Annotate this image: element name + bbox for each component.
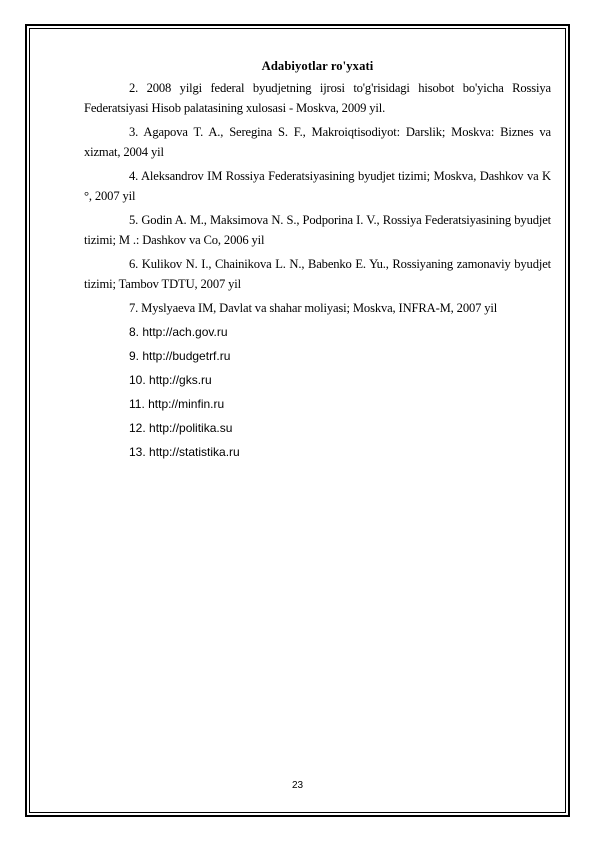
reference-link: 10. http://gks.ru: [129, 373, 212, 387]
reference-item: 7. Myslyaeva IM, Davlat va shahar moliyasi; Moskva, INFRA-M, 2007 yil: [129, 301, 498, 315]
reference-link: 11. http://minfin.ru: [129, 397, 225, 411]
reference-link: 13. http://statistika.ru: [129, 445, 240, 459]
reference-item: 4. Aleksandrov IM Rossiya Federatsiyasining byudjet tizimi; Moskva, Dashkov va K °, 2007 yil: [84, 169, 551, 203]
reference-item: 2. 2008 yilgi federal byudjetning ijrosi to'g'risidagi hisobot bo'yicha Rossiya Federatsiyasi Hisob palatasining xulosasi - Moskva, 2009 yil.: [84, 81, 551, 115]
reference-item: 3. Agapova T. A., Seregina S. F., Makroiqtisodiyot: Darslik; Moskva: Biznes va xizmat, 2004 yil: [84, 125, 551, 159]
page-number: 23: [291, 780, 304, 791]
reference-link: 12. http://politika.su: [129, 421, 233, 435]
reference-link: 8. http://ach.gov.ru: [129, 325, 228, 339]
document-body: [84, 56, 551, 466]
page-title: Adabiyotlar ro'yxati: [261, 59, 374, 73]
reference-item: 6. Kulikov N. I., Chainikova L. N., Babenko E. Yu., Rossiyaning zamonaviy byudjet tizimi; Tambov TDTU, 2007 yil: [84, 257, 551, 291]
reference-item: 5. Godin A. M., Maksimova N. S., Podporina I. V., Rossiya Federatsiyasining byudjet tizimi; M .: Dashkov va Co, 2006 yil: [84, 213, 551, 247]
reference-link: 9. http://budgetrf.ru: [129, 349, 231, 363]
